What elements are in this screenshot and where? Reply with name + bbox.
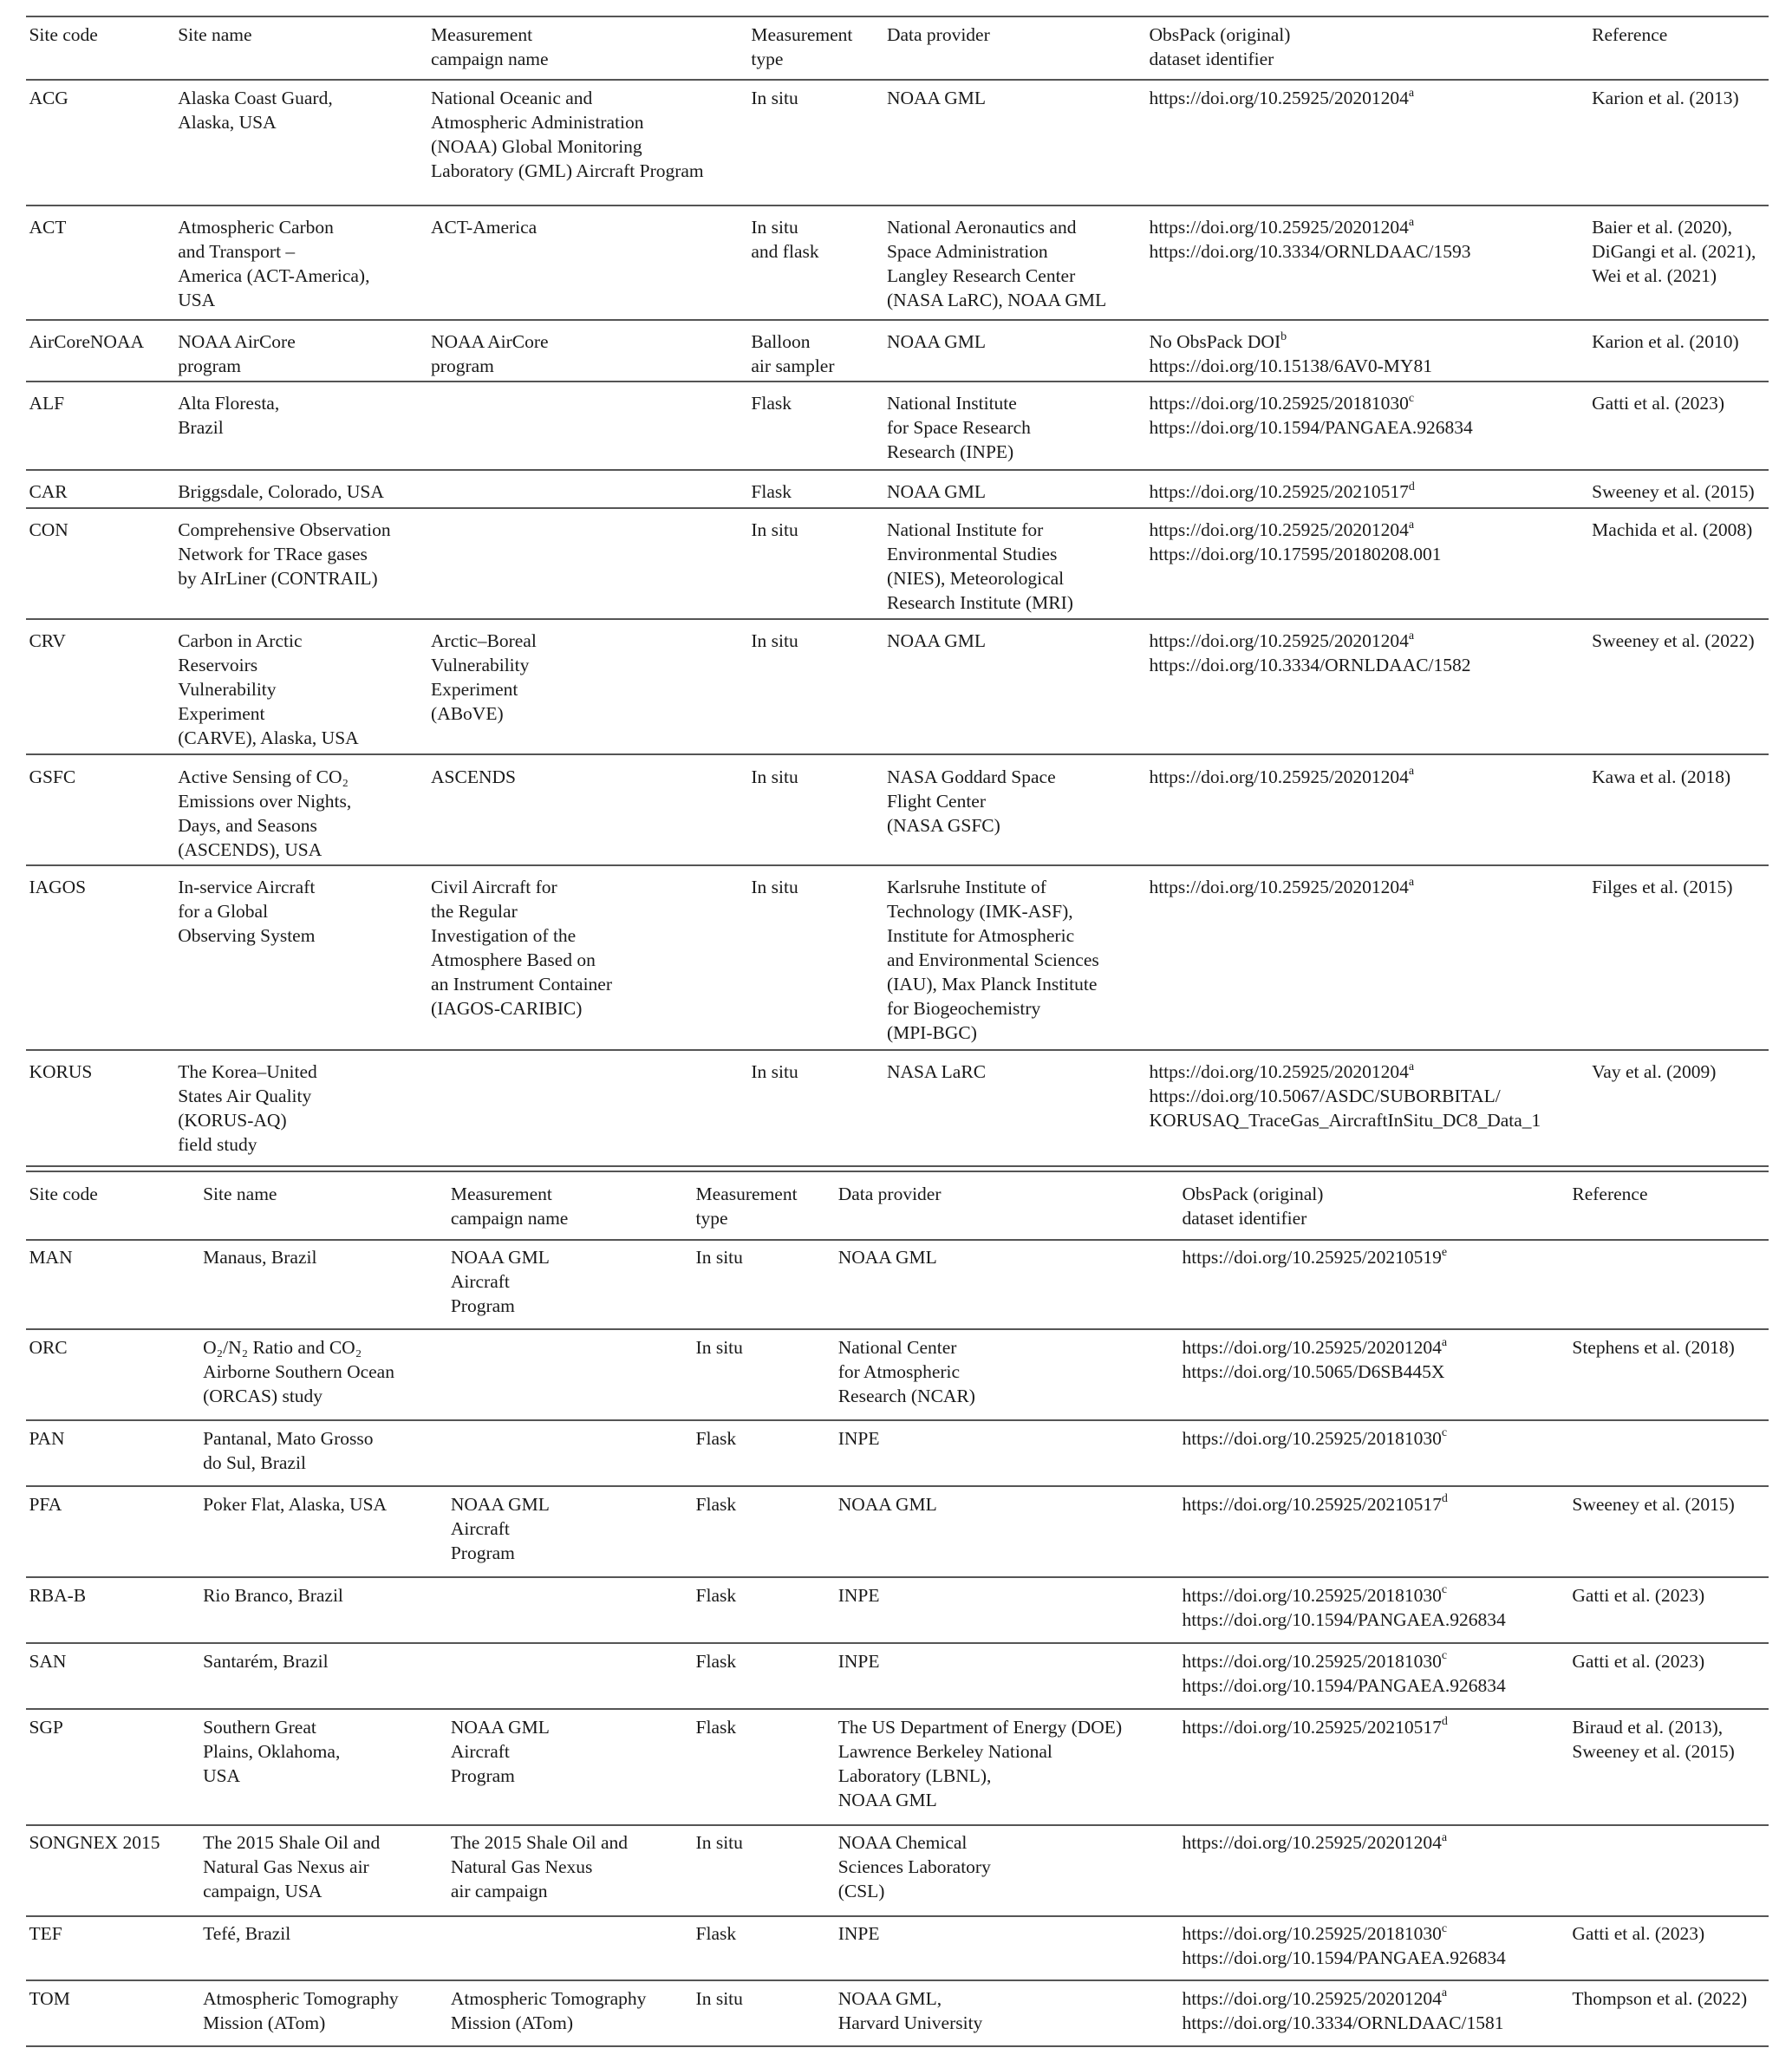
footnote-marker: c	[1441, 1583, 1448, 1597]
dataset-identifier[interactable]	[1182, 1946, 1505, 1970]
cell-reference: Gatti et al. (2023)	[1592, 393, 1724, 414]
cell-obspack	[1149, 479, 1414, 504]
cell-provider: NASA LaRC	[886, 1061, 987, 1083]
cell-provider: Karlsruhe Institute of Technology (IMK-ASF), Institute for Atmospheric and Environmental Sciences (IAU), Max Planck Institute for Biogeochemistry (MPI-BGC)	[886, 877, 1099, 1044]
cell-site-code: CON	[29, 519, 68, 541]
cell-type: In situ	[695, 1247, 743, 1269]
row-divider	[26, 1576, 1769, 1578]
cell-type: Flask	[751, 481, 792, 503]
identifier-text[interactable]: https://doi.org/10.25925/20201204	[1182, 1987, 1442, 2009]
cell-obspack	[1182, 1830, 1447, 1855]
cell-reference: Vay et al. (2009)	[1592, 1061, 1717, 1083]
cell-campaign: NOAA GML Aircraft Program	[450, 1716, 550, 1786]
dataset-identifier[interactable]	[1149, 629, 1470, 653]
cell-obspack	[1149, 391, 1472, 440]
column-header-site-code: Site code	[29, 23, 98, 45]
table_part1-top-rule	[26, 16, 1769, 17]
cell-site-code: PAN	[29, 1427, 65, 1449]
cell-site-name: O₂/N₂ Ratio and CO₂ Airborne Southern Ocean (ORCAS) study	[203, 1336, 394, 1406]
footnote-marker: a	[1441, 1335, 1448, 1349]
column-header-site-name: Site name	[203, 1184, 277, 1205]
cell-type: Flask	[695, 1493, 737, 1515]
cell-site-name: Pantanal, Mato Grosso do Sul, Brazil	[203, 1427, 374, 1473]
cell-obspack	[1182, 1583, 1505, 1632]
cell-reference: Sweeney et al. (2015)	[1592, 481, 1755, 503]
cell-reference: Karion et al. (2010)	[1592, 331, 1739, 352]
cell-obspack	[1149, 86, 1414, 110]
cell-provider: NASA Goddard Space Flight Center (NASA GSFC)	[886, 766, 1056, 836]
identifier-text[interactable]: https://doi.org/10.15138/6AV0-MY81	[1149, 355, 1432, 376]
cell-obspack	[1182, 1921, 1505, 1970]
cell-site-name: Atmospheric Carbon and Transport – America (ACT-America), USA	[178, 216, 370, 310]
cell-type: Flask	[695, 1584, 737, 1606]
cell-provider: National Institute for Environmental Studies (NIES), Meteorological Research Institute (MRI)	[886, 519, 1073, 614]
cell-obspack	[1182, 1245, 1447, 1269]
row-divider	[26, 507, 1769, 509]
cell-type: In situ	[695, 1832, 743, 1854]
cell-campaign: NOAA GML Aircraft Program	[450, 1493, 550, 1563]
dataset-identifier[interactable]	[1149, 239, 1470, 264]
row-divider	[26, 618, 1769, 620]
dataset-identifier[interactable]	[1182, 1715, 1447, 1739]
identifier-text[interactable]: https://doi.org/10.5067/ASDC/SUBORBITAL/	[1149, 1086, 1501, 1107]
cell-site-name: Manaus, Brazil	[203, 1247, 317, 1269]
cell-obspack	[1149, 629, 1470, 677]
cell-provider: NOAA GML	[886, 630, 987, 652]
column-header-campaign: Measurement campaign name	[431, 23, 549, 69]
row-divider	[26, 205, 1769, 206]
cell-obspack	[1149, 329, 1432, 378]
cell-site-code: AirCoreNOAA	[29, 331, 144, 352]
cell-obspack	[1149, 875, 1414, 899]
cell-site-code: GSFC	[29, 766, 76, 787]
dataset-identifier[interactable]	[1182, 1360, 1447, 1384]
row-divider	[26, 1419, 1769, 1421]
cell-site-name: Briggsdale, Colorado, USA	[178, 481, 384, 503]
dataset-identifier[interactable]	[1149, 479, 1414, 504]
cell-site-code: TOM	[29, 1987, 70, 2009]
cell-type: In situ	[751, 519, 798, 541]
column-header-type: Measurement type	[695, 1184, 798, 1229]
row-divider	[26, 1708, 1769, 1710]
row-divider	[26, 864, 1769, 866]
row-divider	[26, 1915, 1769, 1917]
dataset-identifier[interactable]	[1182, 1335, 1447, 1360]
cell-site-name: NOAA AirCore program	[178, 331, 296, 376]
dataset-identifier[interactable]	[1182, 1608, 1505, 1632]
cell-provider: National Center for Atmospheric Research (NCAR)	[837, 1336, 975, 1406]
dataset-identifier[interactable]	[1149, 875, 1414, 899]
dataset-identifier[interactable]	[1149, 518, 1441, 542]
column-header-site-name: Site name	[178, 23, 252, 45]
identifier-text[interactable]: https://doi.org/10.25925/20201204	[1182, 1832, 1442, 1854]
dataset-identifier[interactable]	[1149, 653, 1470, 677]
dataset-identifier[interactable]	[1182, 1245, 1447, 1269]
cell-site-name: Poker Flat, Alaska, USA	[203, 1493, 388, 1515]
cell-campaign: Atmospheric Tomography Mission (ATom)	[450, 1987, 647, 2033]
identifier-text[interactable]: https://doi.org/10.25925/20201204	[1149, 87, 1409, 108]
dataset-identifier[interactable]	[1182, 1426, 1447, 1451]
cell-provider: National Aeronautics and Space Administration Langley Research Center (NASA LaRC), NOAA GML	[886, 216, 1107, 310]
cell-site-code: KORUS	[29, 1061, 93, 1083]
column-header-campaign: Measurement campaign name	[450, 1184, 569, 1229]
row-divider	[26, 1979, 1769, 1981]
cell-site-name: In-service Aircraft for a Global Observing System	[178, 877, 316, 947]
cell-provider: NOAA GML	[837, 1247, 937, 1269]
table_part1-header-rule	[26, 79, 1769, 81]
dataset-identifier[interactable]	[1182, 1492, 1447, 1516]
cell-site-name: Southern Great Plains, Oklahoma, USA	[203, 1716, 341, 1786]
row-divider	[26, 381, 1769, 382]
dataset-identifier[interactable]	[1182, 2011, 1503, 2035]
footnote-marker: a	[1408, 629, 1415, 642]
cell-site-code: MAN	[29, 1247, 73, 1269]
cell-campaign: Arctic–Boreal Vulnerability Experiment (ABoVE)	[431, 630, 537, 725]
cell-reference: Sweeney et al. (2022)	[1592, 630, 1755, 652]
cell-obspack	[1182, 1986, 1503, 2035]
dataset-identifier[interactable]	[1182, 1986, 1503, 2011]
cell-site-code: PFA	[29, 1493, 62, 1515]
cell-campaign: NOAA GML Aircraft Program	[450, 1247, 550, 1317]
footnote-marker: a	[1408, 876, 1415, 890]
identifier-text[interactable]: https://doi.org/10.25925/20181030	[1182, 1650, 1442, 1672]
cell-provider: National Institute for Space Research Research (INPE)	[886, 393, 1031, 463]
cell-provider: NOAA Chemical Sciences Laboratory (CSL)	[837, 1832, 991, 1902]
cell-type: Flask	[751, 393, 792, 414]
cell-site-code: SONGNEX 2015	[29, 1832, 160, 1854]
identifier-text[interactable]: KORUSAQ_TraceGas_AircraftInSitu_DC8_Data_1	[1149, 1110, 1541, 1132]
cell-type: In situ	[751, 766, 798, 787]
cell-type: Flask	[695, 1650, 737, 1672]
identifier-text[interactable]: https://doi.org/10.25925/20201204	[1149, 216, 1409, 238]
row-divider	[26, 469, 1769, 471]
cell-type: Balloon air sampler	[751, 331, 835, 376]
column-header-obspack: ObsPack (original) dataset identifier	[1149, 23, 1291, 69]
cell-obspack	[1182, 1335, 1447, 1384]
cell-provider: NOAA GML	[886, 87, 987, 108]
cell-reference: Gatti et al. (2023)	[1572, 1584, 1705, 1606]
column-header-type: Measurement type	[751, 23, 853, 69]
cell-provider: The US Department of Energy (DOE) Lawrence Berkeley National Laboratory (LBNL), NOAA GML	[837, 1716, 1123, 1810]
identifier-text[interactable]: https://doi.org/10.1594/PANGAEA.926834	[1149, 417, 1473, 439]
cell-campaign: National Oceanic and Atmospheric Administration (NOAA) Global Monitoring Laboratory (GML) Aircraft Program	[431, 87, 704, 181]
cell-type: In situ	[751, 1061, 798, 1083]
footnote-marker: a	[1408, 215, 1415, 229]
cell-site-name: Atmospheric Tomography Mission (ATom)	[203, 1987, 399, 2033]
cell-site-code: ACG	[29, 87, 68, 108]
identifier-text[interactable]: https://doi.org/10.25925/20201204	[1149, 766, 1409, 787]
identifier-text[interactable]: https://doi.org/10.25925/20181030	[1149, 393, 1409, 414]
dataset-identifier[interactable]	[1182, 1673, 1505, 1698]
dataset-identifier[interactable]	[1149, 391, 1472, 415]
footnote-marker: a	[1408, 765, 1415, 779]
footnote-marker: a	[1441, 1831, 1448, 1845]
cell-site-name: The 2015 Shale Oil and Natural Gas Nexus air campaign, USA	[203, 1832, 381, 1902]
cell-type: In situ	[695, 1987, 743, 2009]
cell-site-code: TEF	[29, 1923, 62, 1945]
cell-site-name: Comprehensive Observation Network for TRace gases by AIrLiner (CONTRAIL)	[178, 519, 391, 590]
dataset-identifier[interactable]	[1182, 1583, 1505, 1608]
cell-reference: Karion et al. (2013)	[1592, 87, 1739, 108]
cell-campaign: Civil Aircraft for the Regular Investigation of the Atmosphere Based on an Instrument Container (IAGOS-CARIBIC)	[431, 877, 613, 1020]
dataset-identifier[interactable]	[1149, 215, 1470, 239]
identifier-text[interactable]: https://doi.org/10.25925/20210517	[1182, 1716, 1442, 1738]
identifier-text[interactable]: https://doi.org/10.25925/20181030	[1182, 1923, 1442, 1945]
cell-provider: NOAA GML	[837, 1493, 937, 1515]
cell-site-code: CRV	[29, 630, 66, 652]
row-divider	[26, 1049, 1769, 1051]
table_part2-bottom-rule	[26, 2045, 1769, 2047]
cell-obspack	[1182, 1492, 1447, 1516]
cell-reference: Stephens et al. (2018)	[1572, 1336, 1735, 1358]
cell-reference: Baier et al. (2020), DiGangi et al. (2021), Wei et al. (2021)	[1592, 216, 1756, 286]
cell-reference: Filges et al. (2015)	[1592, 877, 1733, 898]
column-header-reference: Reference	[1572, 1184, 1648, 1205]
dataset-identifier[interactable]	[1149, 542, 1441, 566]
cell-site-name: Active Sensing of CO₂ Emissions over Nights, Days, and Seasons (ASCENDS), USA	[178, 766, 352, 860]
identifier-text[interactable]: https://doi.org/10.25925/20201204	[1149, 519, 1409, 541]
table_part1-bottom-rule	[26, 1165, 1769, 1167]
cell-reference: Kawa et al. (2018)	[1592, 766, 1731, 787]
row-divider	[26, 1328, 1769, 1330]
cell-site-code: SGP	[29, 1716, 63, 1738]
cell-type: In situ and flask	[751, 216, 819, 262]
cell-campaign: ACT-America	[431, 216, 538, 238]
identifier-text[interactable]: https://doi.org/10.25925/20201204	[1149, 630, 1409, 652]
cell-site-code: ACT	[29, 216, 67, 238]
cell-campaign: NOAA AirCore program	[431, 331, 549, 376]
cell-type: In situ	[751, 877, 798, 898]
identifier-text[interactable]: https://doi.org/10.25925/20210517	[1182, 1493, 1442, 1515]
cell-obspack	[1182, 1649, 1505, 1698]
cell-type: In situ	[751, 630, 798, 652]
cell-provider: INPE	[837, 1650, 880, 1672]
dataset-identifier[interactable]	[1149, 354, 1432, 378]
column-header-reference: Reference	[1592, 23, 1668, 45]
dataset-identifier[interactable]	[1149, 415, 1472, 440]
cell-reference: Gatti et al. (2023)	[1572, 1650, 1705, 1672]
cell-type: In situ	[695, 1336, 743, 1358]
footnote-marker: a	[1441, 1986, 1448, 2000]
cell-campaign: The 2015 Shale Oil and Natural Gas Nexus air campaign	[450, 1832, 629, 1902]
column-header-provider: Data provider	[837, 1184, 942, 1205]
footnote-marker: c	[1441, 1649, 1448, 1663]
cell-site-code: IAGOS	[29, 877, 87, 898]
cell-obspack	[1149, 518, 1441, 566]
cell-provider: NOAA GML	[886, 331, 987, 352]
column-header-provider: Data provider	[886, 23, 990, 45]
dataset-identifier[interactable]	[1149, 329, 1432, 354]
table_part2-header-rule	[26, 1239, 1769, 1241]
identifier-text[interactable]: https://doi.org/10.17595/20180208.001	[1149, 544, 1442, 565]
identifier-text[interactable]: https://doi.org/10.25925/20181030	[1182, 1427, 1442, 1449]
column-header-site-code: Site code	[29, 1184, 98, 1205]
identifier-text[interactable]: https://doi.org/10.25925/20210519	[1182, 1247, 1442, 1269]
footnote-marker: d	[1441, 1492, 1448, 1506]
cell-site-name: Rio Branco, Brazil	[203, 1584, 343, 1606]
identifier-text[interactable]: https://doi.org/10.25925/20210517	[1149, 481, 1409, 503]
row-divider	[26, 1642, 1769, 1644]
dataset-identifier[interactable]	[1182, 1649, 1505, 1673]
cell-obspack	[1149, 215, 1470, 264]
cell-reference: Sweeney et al. (2015)	[1572, 1493, 1735, 1515]
cell-type: Flask	[695, 1923, 737, 1945]
cell-obspack	[1182, 1715, 1447, 1739]
row-divider	[26, 753, 1769, 755]
cell-campaign: ASCENDS	[431, 766, 516, 787]
cell-provider: INPE	[837, 1584, 880, 1606]
footnote-marker: d	[1408, 480, 1415, 494]
cell-provider: INPE	[837, 1427, 880, 1449]
cell-site-name: Tefé, Brazil	[203, 1923, 291, 1945]
cell-obspack	[1182, 1426, 1447, 1451]
dataset-identifier[interactable]	[1149, 1060, 1541, 1084]
row-divider	[26, 1485, 1769, 1487]
identifier-text[interactable]: https://doi.org/10.3334/ORNLDAAC/1582	[1149, 655, 1471, 676]
dataset-identifier[interactable]	[1149, 1084, 1541, 1108]
footnote-marker: c	[1441, 1922, 1448, 1935]
cell-obspack	[1149, 1060, 1541, 1132]
identifier-text[interactable]: https://doi.org/10.25925/20201204	[1182, 1336, 1442, 1358]
identifier-text[interactable]: https://doi.org/10.1594/PANGAEA.926834	[1182, 1674, 1506, 1696]
cell-reference: Thompson et al. (2022)	[1572, 1987, 1748, 2009]
footnote-marker: a	[1408, 86, 1415, 100]
table_part2-top-rule	[26, 1171, 1769, 1172]
identifier-text[interactable]: https://doi.org/10.1594/PANGAEA.926834	[1182, 1947, 1506, 1969]
cell-site-name: Santarém, Brazil	[203, 1650, 329, 1672]
identifier-text[interactable]: https://doi.org/10.25925/20201204	[1149, 877, 1409, 898]
dataset-identifier[interactable]	[1182, 1830, 1447, 1855]
cell-provider: NOAA GML	[886, 481, 987, 503]
identifier-text[interactable]: https://doi.org/10.5065/D6SB445X	[1182, 1360, 1445, 1382]
dataset-identifier[interactable]	[1149, 86, 1414, 110]
footnote-marker: a	[1408, 519, 1415, 532]
cell-site-name: The Korea–United States Air Quality (KORUS-AQ) field study	[178, 1061, 317, 1156]
cell-obspack	[1149, 765, 1414, 789]
cell-provider: NOAA GML, Harvard University	[837, 1987, 983, 2033]
footnote-marker: c	[1441, 1426, 1448, 1440]
dataset-identifier[interactable]	[1149, 765, 1414, 789]
cell-type: Flask	[695, 1716, 737, 1738]
footnote-marker: c	[1408, 392, 1415, 406]
cell-site-code: RBA-B	[29, 1584, 87, 1606]
cell-site-code: ALF	[29, 393, 65, 414]
cell-reference: Gatti et al. (2023)	[1572, 1923, 1705, 1945]
identifier-text[interactable]: https://doi.org/10.25925/20201204	[1149, 1061, 1409, 1083]
dataset-identifier[interactable]	[1149, 1108, 1541, 1132]
footnote-marker: e	[1441, 1246, 1448, 1260]
cell-reference: Machida et al. (2008)	[1592, 519, 1753, 541]
cell-type: Flask	[695, 1427, 737, 1449]
footnote-marker: a	[1408, 1060, 1415, 1073]
cell-site-name: Alta Floresta, Brazil	[178, 393, 280, 439]
identifier-text[interactable]: https://doi.org/10.3334/ORNLDAAC/1593	[1149, 240, 1471, 262]
column-header-obspack: ObsPack (original) dataset identifier	[1182, 1184, 1324, 1229]
identifier-text[interactable]: https://doi.org/10.25925/20181030	[1182, 1584, 1442, 1606]
footnote-marker: d	[1441, 1715, 1448, 1729]
cell-site-name: Carbon in Arctic Reservoirs Vulnerability Experiment (CARVE), Alaska, USA	[178, 630, 359, 749]
cell-site-code: SAN	[29, 1650, 67, 1672]
identifier-text[interactable]: https://doi.org/10.1594/PANGAEA.926834	[1182, 1608, 1506, 1630]
cell-site-code: CAR	[29, 481, 68, 503]
cell-provider: INPE	[837, 1923, 880, 1945]
row-divider	[26, 1824, 1769, 1826]
dataset-identifier[interactable]	[1182, 1921, 1505, 1946]
cell-type: In situ	[751, 87, 798, 108]
cell-site-code: ORC	[29, 1336, 68, 1358]
row-divider	[26, 319, 1769, 321]
cell-reference: Biraud et al. (2013), Sweeney et al. (2015)	[1572, 1716, 1735, 1762]
identifier-text[interactable]: No ObsPack DOI	[1149, 331, 1281, 352]
footnote-marker: b	[1280, 329, 1287, 343]
identifier-text[interactable]: https://doi.org/10.3334/ORNLDAAC/1581	[1182, 2012, 1504, 2033]
cell-site-name: Alaska Coast Guard, Alaska, USA	[178, 87, 333, 133]
